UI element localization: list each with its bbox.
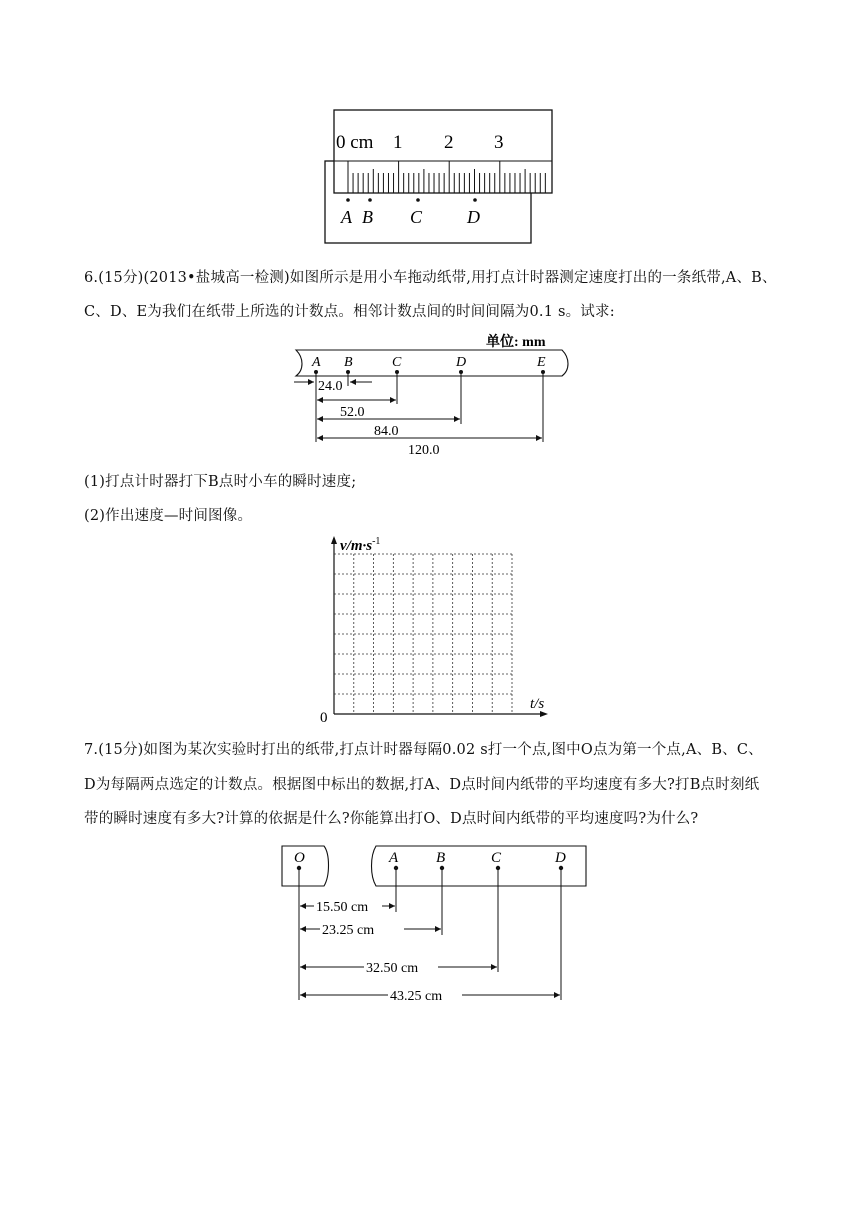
q6-line-2: C、D、E为我们在纸带上所选的计数点。相邻计数点间的时间间隔为0.1 s。试求: [84, 304, 615, 320]
q6-point-b-label: B [344, 355, 353, 370]
ruler-figure [320, 108, 560, 248]
q7-point-o-label: O [294, 850, 305, 866]
q7-line-2: D为每隔两点选定的计数点。根据图中标出的数据,打A、D点时间内纸带的平均速度有多大?打B点时刻纸 [84, 777, 760, 793]
q6-point-a-label: A [312, 355, 321, 370]
q6-point-d-label: D [456, 355, 467, 370]
q6-distance-ae: 120.0 [408, 443, 440, 455]
ruler-tick-label-2: 2 [444, 132, 454, 153]
q7-line-3: 带的瞬时速度有多大?计算的依据是什么?你能算出打O、D点时间内纸带的平均速度吗?为什么? [84, 811, 699, 827]
q6-tape-figure [290, 330, 580, 455]
point-c-dot [416, 198, 420, 202]
q6-unit-label: 单位: mm [486, 335, 546, 350]
q7-distance-od: 43.25 cm [390, 989, 443, 1004]
q7-point-d-label: D [555, 850, 566, 866]
q7-distance-oa: 15.50 cm [316, 900, 369, 915]
point-c-label: C [410, 207, 423, 227]
q6-point-c-label: C [392, 355, 402, 370]
q7-distance-oc: 32.50 cm [366, 961, 419, 976]
q6-graph-origin: 0 [320, 710, 328, 726]
q7-tape-right [372, 846, 587, 886]
point-b-dot [368, 198, 372, 202]
q6-graph-grid [334, 554, 512, 714]
q6-vt-graph [316, 532, 556, 726]
ruler-tick-label-3: 3 [494, 132, 504, 153]
q6-part-2: (2)作出速度—时间图像。 [84, 508, 253, 524]
q6-point-e-label: E [537, 355, 546, 370]
point-d-dot [473, 198, 477, 202]
q6-distance-ab: 24.0 [318, 379, 343, 394]
point-b-label: B [362, 207, 373, 227]
q6-distance-ac: 52.0 [340, 405, 365, 420]
point-d-label: D [467, 207, 480, 227]
point-a-label: A [341, 207, 352, 227]
q6-part-1: (1)打点计时器打下B点时小车的瞬时速度; [84, 474, 357, 490]
q7-point-b-label: B [436, 850, 446, 866]
ruler-label-0cm: 0 cm [336, 132, 374, 153]
q7-tape-left [282, 846, 329, 886]
q7-point-c-label: C [491, 850, 502, 866]
q7-line-1: 7.(15分)如图为某次实验时打出的纸带,打点计时器每隔0.02 s打一个点,图中O点为第一个点,A、B、C、 [84, 742, 763, 758]
q7-tape-figure [278, 840, 598, 1006]
q6-distance-ad: 84.0 [374, 424, 399, 439]
point-a-dot [346, 198, 350, 202]
q6-tape [296, 350, 568, 376]
q6-graph-x-label: t/s [530, 696, 545, 712]
q6-line-1: 6.(15分)(2013•盐城高一检测)如图所示是用小车拖动纸带,用打点计时器测定速度打出的一条纸带,A、B、 [84, 270, 777, 286]
ruler-tick-label-1: 1 [393, 132, 403, 153]
q7-distance-ob: 23.25 cm [322, 923, 375, 938]
q7-point-a-label: A [389, 850, 399, 866]
q6-graph-y-label: $v/m\cdot s^{-1}$ [340, 536, 381, 554]
